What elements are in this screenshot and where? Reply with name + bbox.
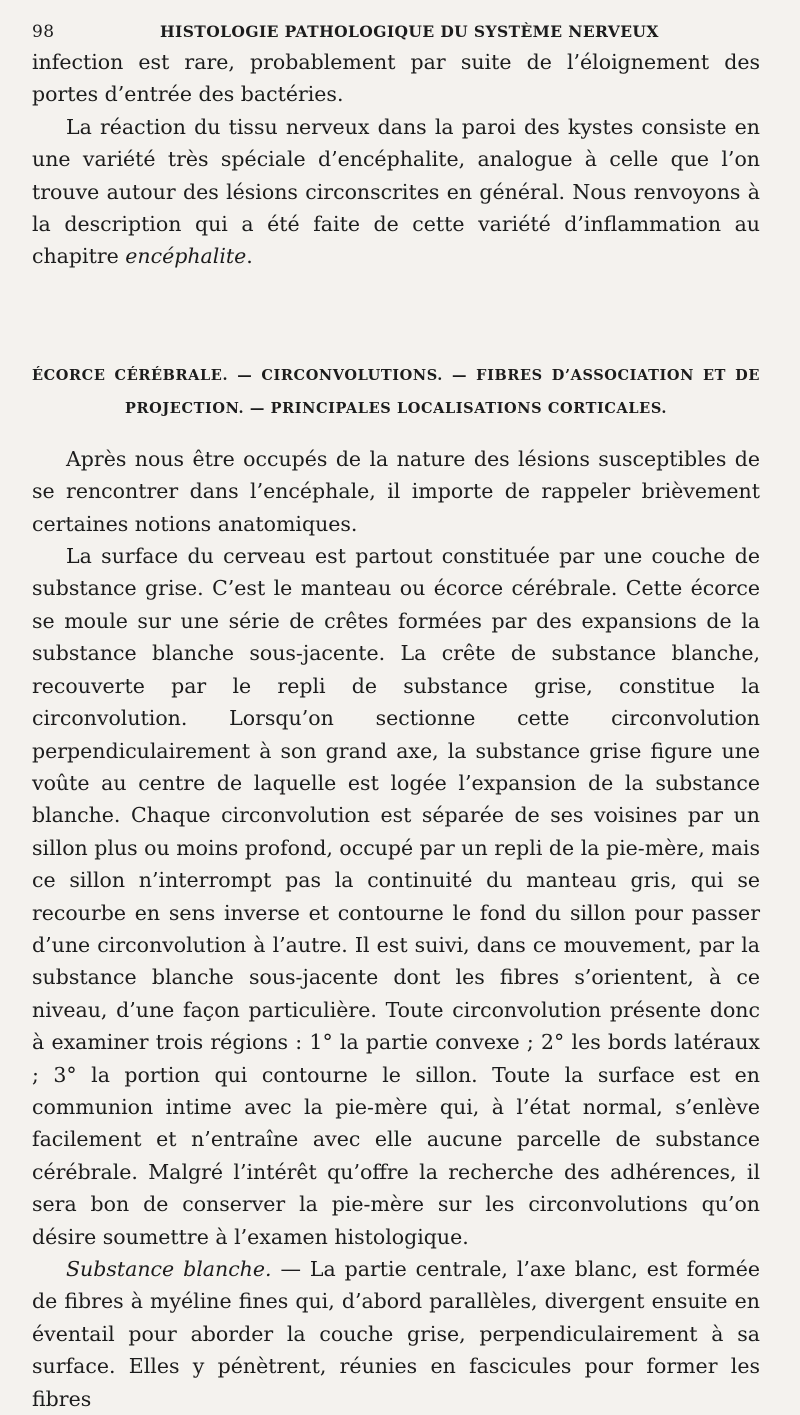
section-heading [32,359,760,425]
paragraph-continued: infection est rare, probablement par suite de l’éloignement des portes d’entrée des bactéries. [32,50,760,107]
section-gap [32,273,760,359]
paragraph-kystes-text: La réaction du tissu nerveux dans la paroi des kystes consiste en une variété très spéciale d’encéphalite, analogue à celle que l’on trouve autour des lésions circonscrites en général. Nous renvoyons à la description qui a été faite de cette variété d’inflammation au chapitre [32,114,760,269]
paragraph-surface-cerveau: La surface du cerveau est partout constituée par une couche de substance grise. C’est le manteau ou écorce cérébrale. Cette écorce se moule sur une série de crêtes formées par des expansions de la substance blanche sous-jacente. La crête de substance blanche, recouverte par le repli de substance grise, constitue la circonvolution. Lorsqu’on sectionne cette circonvolution perpendiculairement à son grand axe, la substance grise figure une voûte au centre de laquelle est logée l’expansion de la substance blanche. Chaque circonvolution est séparée de ses voisines par un sillon plus ou moins profond, occupé par un repli de la pie-mère, mais ce sillon n’interrompt pas la continuité du manteau gris, qui se recourbe en sens inverse et contourne le fond du sillon pour passer d’une circonvolution à l’autre. Il est suivi, dans ce mouvement, par la substance blanche sous-jacente dont les fibres s’orientent, à ce niveau, d’une façon particulière. Toute circonvolution présente donc à examiner trois régions : 1° la partie convexe ; 2° les bords latéraux ; 3° la portion qui contourne le sillon. Toute la surface est en communion intime avec la pie-mère qui, à l’état normal, s’enlève facilement et n’entraîne avec elle aucune parcelle de substance cérébrale. Malgré l’intérêt qu’offre la recherche des adhérences, il sera bon de conserver la pie-mère sur les circonvolutions qu’on désire soumettre à l’examen histologique. [32,544,760,1249]
section-heading-line1: ÉCORCE CÉRÉBRALE. — CIRCONVOLUTIONS. — FIBRES D’ASSOCIATION ET DE [32,366,760,384]
paragraph-kystes [32,111,760,273]
paragraph-substance-blanche [32,1253,760,1415]
section-heading-line2: PROJECTION. — PRINCIPALES LOCALISATIONS CORTICALES. [124,399,668,417]
paragraph-intro: Après nous être occupés de la nature des lésions susceptibles de se rencontrer dans l’encéphale, il importe de rappeler brièvement certaines notions anatomiques. [32,446,760,536]
page-number: 98 [32,22,55,42]
substance-blanche-text: — La partie centrale, l’axe blanc, est formée de fibres à myéline fines qui, d’abord parallèles, divergent ensuite en éventail pour aborder la couche grise, perpendiculairement à sa surface. Elles y pénètrent, réunies en fascicules pour former les fibres [32,1257,760,1411]
substance-blanche-lead: Substance blanche. [66,1257,272,1281]
paragraph-kystes-end: . [246,244,253,269]
running-header [32,22,760,42]
running-title: HISTOLOGIE PATHOLOGIQUE DU SYSTÈME NERVEUX [160,22,659,41]
encephalite-reference: encéphalite [125,244,247,269]
